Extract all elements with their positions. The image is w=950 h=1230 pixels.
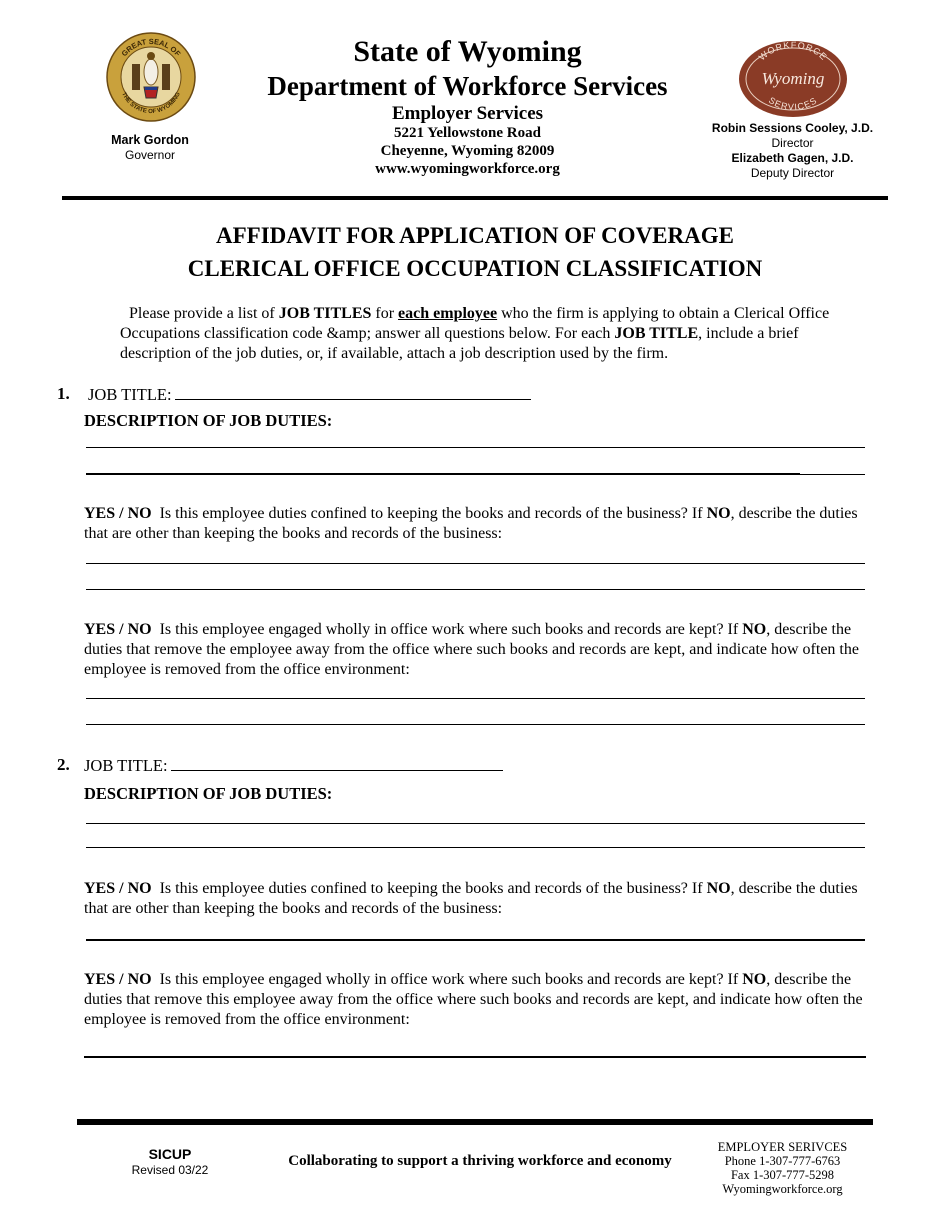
entry-2-description-label: DESCRIPTION OF JOB DUTIES: (84, 784, 333, 803)
entry-1-question-1: YES / NO Is this employee duties confined to keeping the books and records of the business? If NO, describe the duties that are other than keeping the books and records of the business: (84, 505, 858, 542)
revision-date: Revised 03/22 (131, 1163, 209, 1177)
header-divider (62, 196, 888, 200)
entry-2-question-2-line[interactable] (84, 1056, 866, 1058)
entry-1-question-1-line-2[interactable] (86, 589, 865, 590)
entry-1-description-line-1[interactable] (86, 447, 865, 448)
governor-title: Governor (124, 148, 176, 162)
entry-1-job-title-row (88, 385, 531, 405)
entry-1-description-line-2[interactable] (86, 473, 800, 475)
deputy-title: Deputy Director (750, 166, 835, 180)
director-name: Robin Sessions Cooley, J.D. (711, 121, 874, 135)
seal-text-bottom: THE STATE OF WYOMING (120, 91, 182, 116)
entry-1-question-1-line-1[interactable] (86, 563, 865, 564)
footer-divider (77, 1119, 873, 1125)
address-line-1: 5221 Yellowstone Road (394, 125, 541, 141)
form-code: SICUP (148, 1146, 192, 1162)
entry-2-job-title-row (84, 756, 503, 776)
deputy-name: Elizabeth Gagen, J.D. (731, 151, 854, 165)
entry-1-question-2: YES / NO Is this employee engaged wholly in office work where such books and records are kept? If NO, describe the duties that remove the employee away from the office where such books and records are kept, and indicate how often the employee is removed from the office environment: (84, 621, 859, 678)
division-title: Employer Services (391, 103, 544, 124)
footer-contact-title: EMPLOYER SERIVCES (717, 1140, 848, 1154)
entry-2-question-2: YES / NO Is this employee engaged wholly in office work where such books and records are kept? If NO, describe the duties that remove this employee away from the office where such books and records are kept, and indicate how often the employee is removed from the office environment: (84, 971, 863, 1028)
instructions-paragraph: Please provide a list of JOB TITLES for each employee who the firm is applying to obtain a Clerical Office Occupations classification code &amp; answer all questions below. For each JOB TITLE, include a brief description of the job duties, or, if available, attach a job description used by the firm. (120, 305, 830, 362)
entry-2-description-line-2[interactable] (86, 847, 865, 848)
entry-1-description-label: DESCRIPTION OF JOB DUTIES: (84, 411, 333, 430)
governor-name: Mark Gordon (111, 133, 189, 147)
director-title: Director (771, 136, 814, 150)
entry-1-description-line-2-tail (800, 474, 865, 475)
address-line-2: Cheyenne, Wyoming 82009 (380, 143, 555, 159)
footer-fax: Fax 1-307-777-5298 (730, 1168, 835, 1182)
entry-1-question-2-line-2[interactable] (86, 724, 865, 725)
workforce-services-logo-icon (738, 40, 848, 118)
logo-text-top: WORKFORCE (756, 40, 830, 63)
entry-2-question-1-line[interactable] (86, 939, 865, 941)
entry-2-description-line-1[interactable] (86, 823, 865, 824)
seal-text-top: GREAT SEAL OF (119, 36, 183, 59)
entry-1-number: 1. (57, 384, 70, 403)
footer-website: Wyomingworkforce.org (722, 1182, 843, 1196)
job-title-label: JOB TITLE: (84, 756, 168, 775)
form-title-line-2: CLERICAL OFFICE OCCUPATION CLASSIFICATION (187, 256, 763, 281)
state-seal-icon (106, 32, 196, 122)
state-title: State of Wyoming (353, 35, 582, 68)
website: www.wyomingworkforce.org (375, 161, 560, 177)
entry-1-question-2-line-1[interactable] (86, 698, 865, 699)
footer-phone: Phone 1-307-777-6763 (724, 1154, 841, 1168)
department-title: Department of Workforce Services (267, 71, 668, 101)
footer-tagline: Collaborating to support a thriving workforce and economy (288, 1153, 672, 1169)
entry-2-question-1: YES / NO Is this employee duties confined to keeping the books and records of the business? If NO, describe the duties that are other than keeping the books and records of the business: (84, 880, 858, 917)
entry-2-number: 2. (57, 755, 70, 774)
entry-1-job-title-field[interactable] (175, 385, 531, 400)
logo-text-middle: Wyoming (761, 69, 825, 88)
entry-2-job-title-field[interactable] (171, 756, 503, 771)
job-title-label: JOB TITLE: (88, 385, 172, 404)
logo-text-bottom: SERVICES (766, 95, 820, 113)
form-title-line-1: AFFIDAVIT FOR APPLICATION OF COVERAGE (216, 223, 734, 248)
